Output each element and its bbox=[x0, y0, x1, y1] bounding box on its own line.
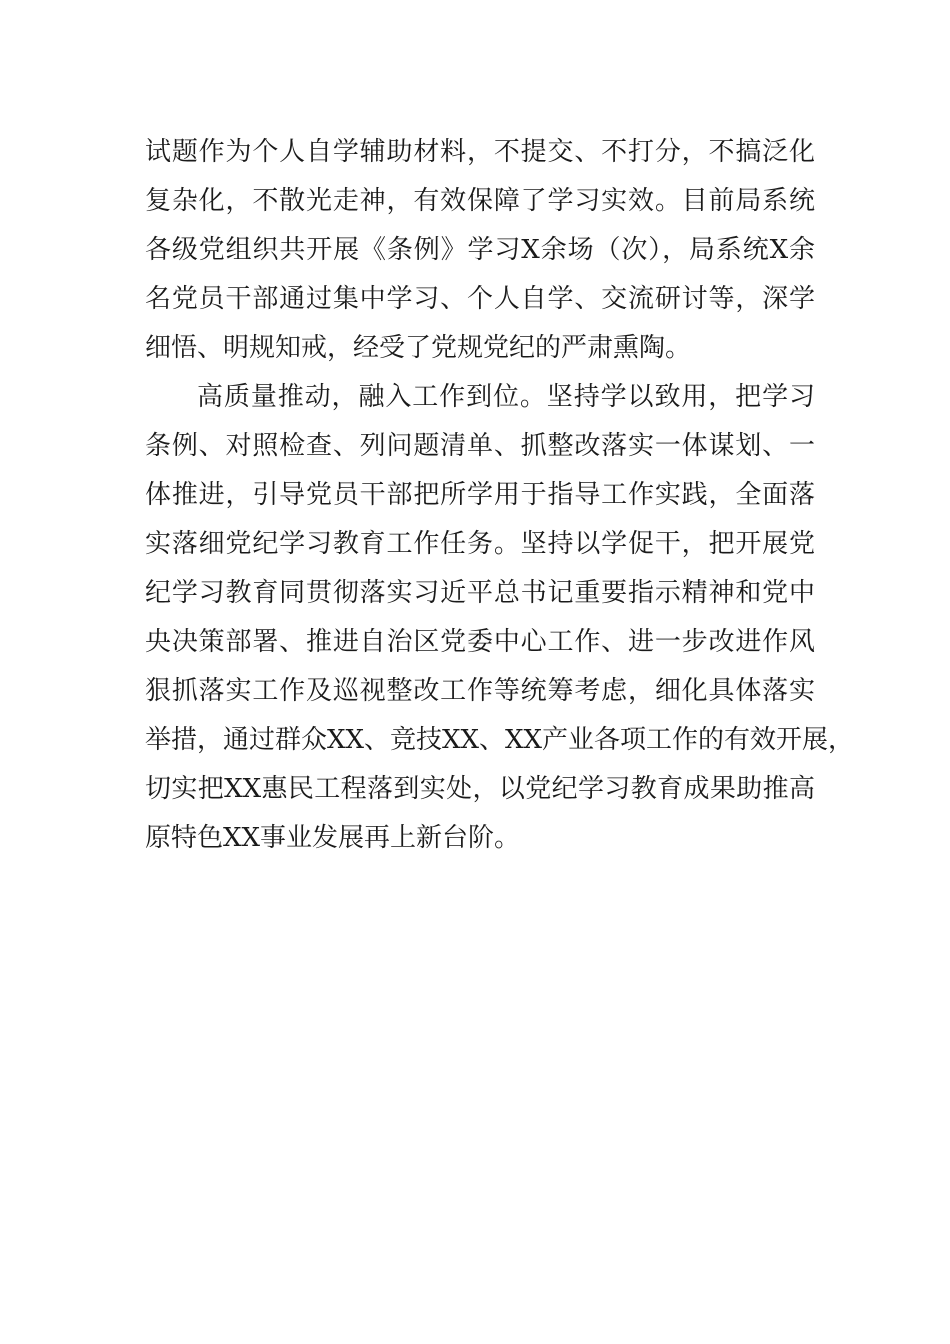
text-line: 切实把XX惠民工程落到实处，以党纪学习教育成果助推高 bbox=[145, 774, 815, 804]
text-line: 实落细党纪学习教育工作任务。坚持以学促干，把开展党 bbox=[145, 529, 815, 559]
text-line: 纪学习教育同贯彻落实习近平总书记重要指示精神和党中 bbox=[145, 578, 815, 608]
text-line: 细悟、明规知戒，经受了党规党纪的严肃熏陶。 bbox=[145, 333, 692, 363]
document-body bbox=[145, 128, 855, 863]
text-line: 原特色XX事业发展再上新台阶。 bbox=[145, 823, 521, 853]
text-line: 狠抓落实工作及巡视整改工作等统筹考虑，细化具体落实 bbox=[145, 676, 815, 706]
text-line: 举措，通过群众XX、竞技XX、XX产业各项工作的有效开展， bbox=[145, 725, 855, 755]
text-line: 体推进，引导党员干部把所学用于指导工作实践，全面落 bbox=[145, 480, 815, 510]
text-line: 复杂化，不散光走神，有效保障了学习实效。目前局系统 bbox=[145, 186, 815, 216]
text-line: 央决策部署、推进自治区党委中心工作、进一步改进作风 bbox=[145, 627, 815, 657]
paragraph-2 bbox=[145, 373, 855, 863]
paragraph-1 bbox=[145, 128, 815, 373]
text-line: 条例、对照检查、列问题清单、抓整改落实一体谋划、一 bbox=[145, 431, 815, 461]
text-line: 名党员干部通过集中学习、个人自学、交流研讨等，深学 bbox=[145, 284, 815, 314]
text-line: 各级党组织共开展《条例》学习X余场（次），局系统X余 bbox=[145, 235, 815, 265]
text-line: 高质量推动，融入工作到位。坚持学以致用，把学习 bbox=[197, 382, 815, 412]
text-line: 试题作为个人自学辅助材料，不提交、不打分，不搞泛化 bbox=[145, 137, 815, 167]
